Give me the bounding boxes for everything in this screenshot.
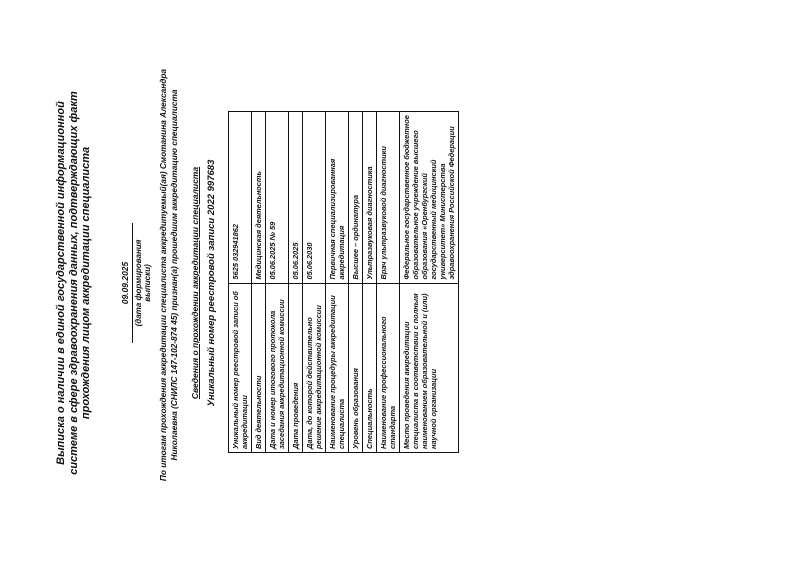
table-row [289, 111, 303, 452]
document-title: Выписка о наличии в единой государственной информационной системе в сфере здравоохранения данных, подтверждающих факт прохождения лицом аккредитации специалиста [55, 90, 92, 475]
row-label: Место проведения аккредитации специалиста в соответствии с полным наименованием образовательной и (или) научной организации [400, 283, 459, 452]
accreditation-table [228, 111, 459, 453]
table-row [377, 111, 400, 452]
record-number-heading: Уникальный номер реестровой записи 2022 997683 [206, 159, 217, 406]
row-value: Медицинская деятельность [252, 111, 266, 283]
table-row [266, 111, 289, 452]
row-value: 05.06.2030 [303, 111, 326, 283]
row-value: 05.06.2025 [289, 111, 303, 283]
table-row [326, 111, 349, 452]
issue-date: 09.09.2025 [120, 261, 130, 304]
table-row [252, 111, 266, 452]
row-label: Вид деятельности [252, 283, 266, 452]
row-label: Уникальный номер реестровой записи об аккредитации [229, 283, 252, 452]
table-row [349, 111, 363, 452]
document-page [0, 43, 800, 523]
row-value: Ультразвуковая диагностика [363, 111, 377, 283]
table-row [303, 111, 326, 452]
row-label: Дата, до которой действительно решение аккредитационной комиссии [303, 283, 326, 452]
row-label: Наименование профессионального стандарта [377, 283, 400, 452]
row-label: Уровень образования [349, 283, 363, 452]
row-value: Врач ультразвуковой диагностики [377, 111, 400, 283]
issue-date-block [120, 183, 152, 383]
table-row [363, 111, 377, 452]
table-row [229, 111, 252, 452]
row-value: Первичная специализированная аккредитация [326, 111, 349, 283]
row-label: Дата проведения [289, 283, 303, 452]
table-row [400, 111, 459, 452]
row-value: Федеральное государственное бюджетное образовательное учреждение высшего образования «Оренбургский государственный медицинский университет» Министерства здравоохранения Российской Федерации [400, 111, 459, 283]
row-label: Наименование процедуры аккредитации специалиста [326, 283, 349, 452]
section-heading: Сведения о прохождении аккредитации специалиста [190, 166, 200, 399]
row-label: Специальность [363, 283, 377, 452]
row-value: 05.06.2025 № 59 [266, 111, 289, 283]
row-value: 5625 032941862 [229, 111, 252, 283]
row-value: Высшее – ординатура [349, 111, 363, 283]
row-label: Дата и номер итогового протокола заседания аккредитационной комиссии [266, 283, 289, 452]
intro-text: По итогам прохождения аккредитации специалиста аккредитуемый(ая) Смотанина Александра Николаевна (СНИЛС 147-102-874 45) признан(а) прошедшим аккредитацию специалиста [158, 68, 179, 481]
issue-date-caption: (дата формирования выписки) [132, 223, 152, 343]
